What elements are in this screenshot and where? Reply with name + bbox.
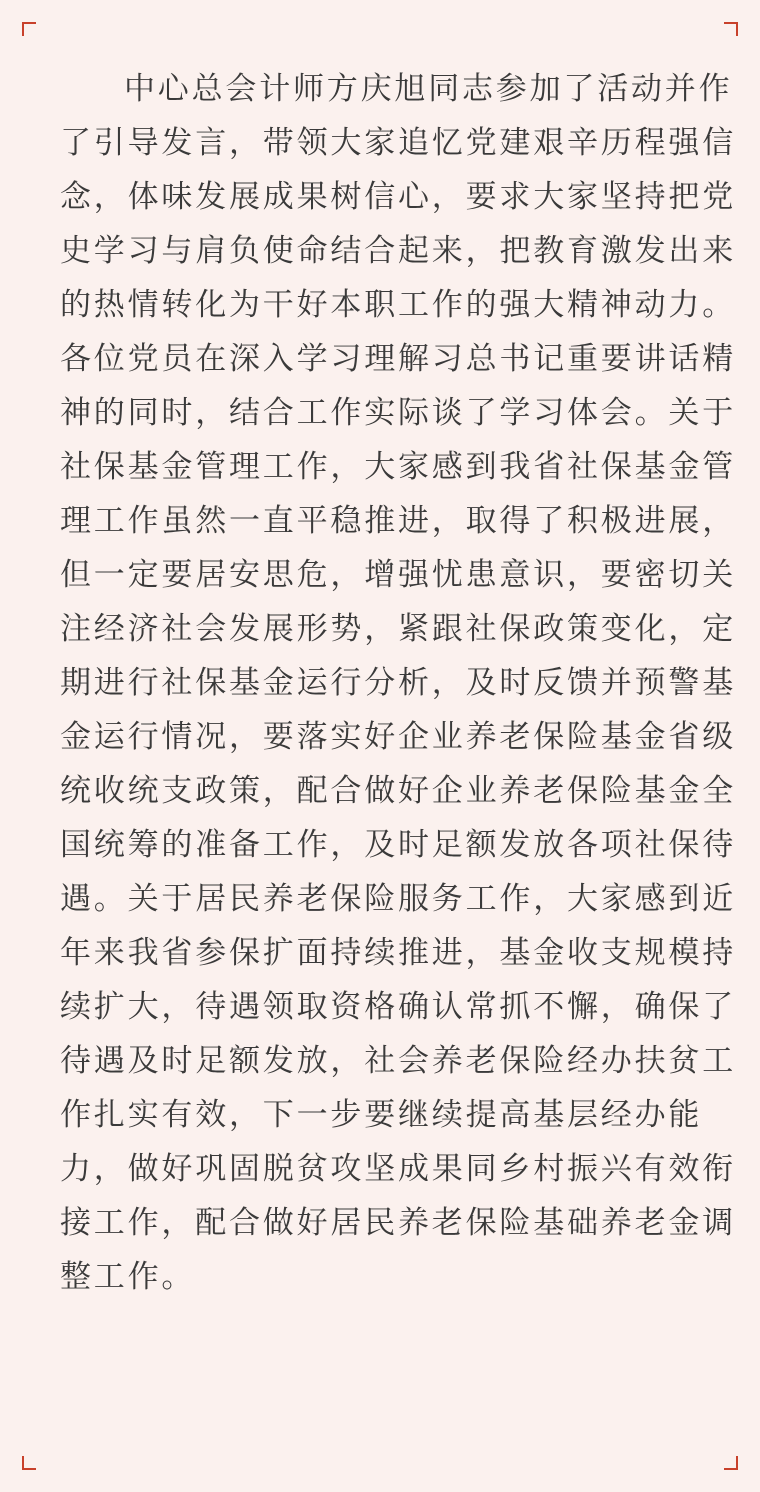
- text-line: 待遇及时足额发放，社会养老保险经办扶贫工: [60, 1043, 736, 1079]
- text-line: 念，体味发展成果树信心，要求大家坚持把党: [60, 179, 736, 215]
- text-line: 史学习与肩负使命结合起来，把教育激发出来: [60, 233, 736, 269]
- text-line: 金运行情况，要落实好企业养老保险基金省级: [60, 719, 736, 755]
- text-line: 整工作。: [60, 1259, 196, 1295]
- text-line: 统收统支政策，配合做好企业养老保险基金全: [60, 773, 736, 809]
- corner-mark-bottom-right: [724, 1456, 738, 1470]
- article-body: [60, 62, 736, 1304]
- text-line: 期进行社保基金运行分析，及时反馈并预警基: [60, 665, 736, 701]
- text-line: 注经济社会发展形势，紧跟社保政策变化，定: [60, 611, 736, 647]
- text-line: 遇。关于居民养老保险服务工作，大家感到近: [60, 881, 736, 917]
- text-line: 理工作虽然一直平稳推进，取得了积极进展，: [60, 503, 736, 539]
- text-line: 年来我省参保扩面持续推进，基金收支规模持: [60, 935, 736, 971]
- text-line: 中心总会计师方庆旭同志参加了活动并作: [124, 71, 733, 107]
- text-line: 国统筹的准备工作，及时足额发放各项社保待: [60, 827, 736, 863]
- text-line: 力，做好巩固脱贫攻坚成果同乡村振兴有效衔: [60, 1151, 736, 1187]
- corner-mark-bottom-left: [22, 1456, 36, 1470]
- text-line: 了引导发言，带领大家追忆党建艰辛历程强信: [60, 125, 736, 161]
- text-line: 但一定要居安思危，增强忧患意识，要密切关: [60, 557, 736, 593]
- text-line: 续扩大，待遇领取资格确认常抓不懈，确保了: [60, 989, 736, 1025]
- corner-mark-top-right: [724, 22, 738, 36]
- text-line: 接工作，配合做好居民养老保险基础养老金调: [60, 1205, 736, 1241]
- text-line: 社保基金管理工作，大家感到我省社保基金管: [60, 449, 736, 485]
- text-line: 各位党员在深入学习理解习总书记重要讲话精: [60, 341, 736, 377]
- corner-mark-top-left: [22, 22, 36, 36]
- text-line: 神的同时，结合工作实际谈了学习体会。关于: [60, 395, 736, 431]
- text-line: 的热情转化为干好本职工作的强大精神动力。: [60, 287, 736, 323]
- text-line: 作扎实有效，下一步要继续提高基层经办能: [60, 1097, 703, 1133]
